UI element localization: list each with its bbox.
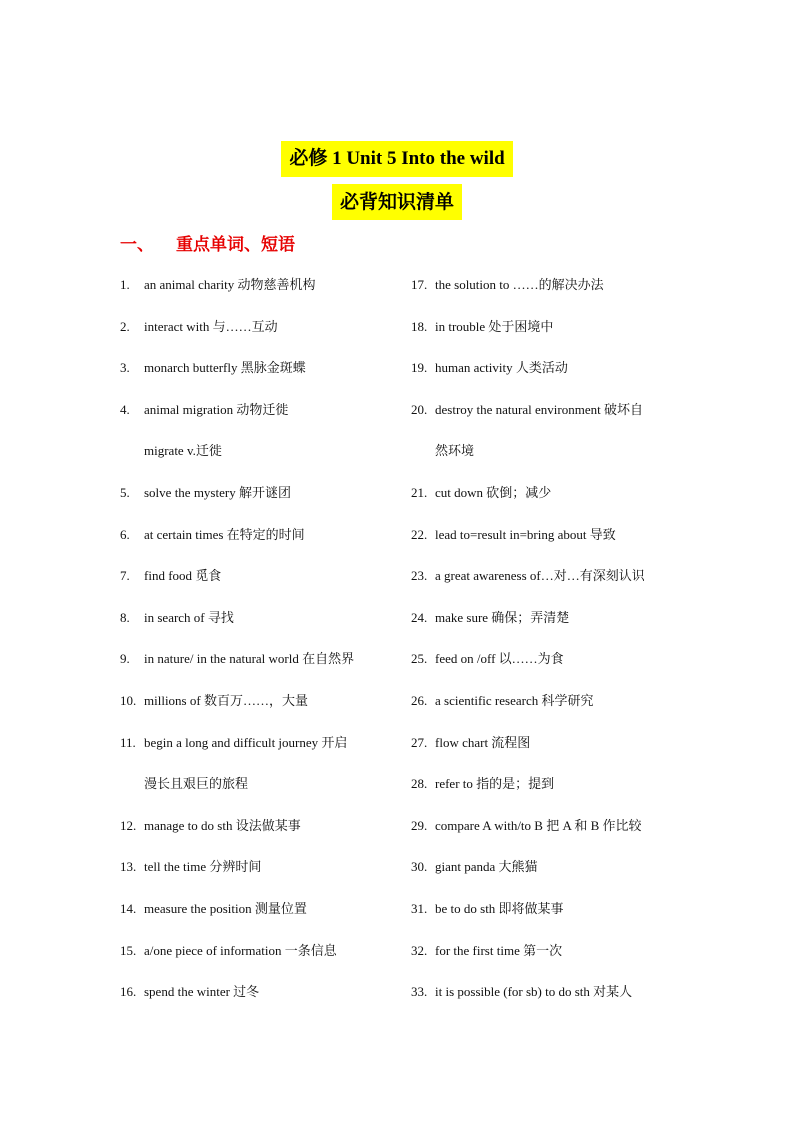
vocab-item	[120, 397, 410, 439]
vocab-item-text: manage to do sth 设法做某事	[144, 817, 301, 833]
vocab-item-text: animal migration 动物迁徙	[144, 401, 289, 417]
vocab-item	[411, 355, 711, 397]
vocab-item	[411, 646, 711, 688]
vocab-item-number: 5.	[120, 484, 130, 500]
vocab-item	[120, 563, 410, 605]
title-line-1-wrap	[0, 141, 794, 177]
vocab-item-text: giant panda 大熊猫	[435, 859, 538, 875]
title-line-2-wrap	[0, 184, 794, 220]
vocab-item	[120, 438, 410, 480]
vocab-item	[411, 314, 711, 356]
vocab-item-number: 22.	[411, 526, 428, 542]
vocab-item-number: 13.	[120, 859, 137, 875]
vocab-item-text: compare A with/to B 把 A 和 B 作比较	[435, 817, 642, 833]
vocab-item-text: measure the position 测量位置	[144, 900, 307, 916]
vocab-item-text: monarch butterfly 黑脉金斑蝶	[144, 360, 306, 376]
vocab-item-text: make sure 确保；弄清楚	[435, 609, 570, 625]
vocab-item	[120, 355, 410, 397]
vocab-item-number: 12.	[120, 817, 137, 833]
vocab-item-number: 28.	[411, 776, 428, 792]
vocab-item	[120, 605, 410, 647]
vocab-item-number: 31.	[411, 900, 428, 916]
vocab-item-text: an animal charity 动物慈善机构	[144, 277, 316, 292]
vocab-item-text: flow chart 流程图	[435, 734, 531, 750]
section-number: 一、	[120, 235, 154, 255]
vocab-item	[120, 480, 410, 522]
vocab-item-number: 23.	[411, 568, 428, 584]
vocab-item-text: interact with 与……互动	[144, 318, 278, 334]
vocab-item	[411, 688, 711, 730]
vocab-item	[411, 438, 711, 480]
vocab-item-number: 24.	[411, 609, 428, 625]
vocab-item	[120, 854, 410, 896]
vocab-item-text: tell the time 分辨时间	[144, 859, 262, 875]
vocab-item-number: 3.	[120, 360, 130, 376]
vocab-item-number: 27.	[411, 734, 428, 750]
vocab-item-number: 33.	[411, 984, 428, 1000]
vocab-item-text: in nature/ in the natural world 在自然界	[144, 651, 355, 667]
vocab-item-text: the solution to ……的解决办法	[435, 277, 604, 292]
vocab-item-text: for the first time 第一次	[435, 942, 563, 958]
vocab-item-number: 16.	[120, 984, 137, 1000]
vocab-item-text: spend the winter 过冬	[144, 984, 260, 1000]
vocab-item-number: 25.	[411, 651, 428, 667]
vocab-item	[120, 938, 410, 980]
vocab-item-number: 14.	[120, 900, 137, 916]
vocab-item	[120, 730, 410, 772]
vocab-item-number: 9.	[120, 651, 130, 667]
vocab-item-number: 26.	[411, 692, 428, 708]
vocab-item	[120, 688, 410, 730]
vocab-item-number: 2.	[120, 318, 130, 334]
vocab-item	[120, 813, 410, 855]
vocab-item-text: at certain times 在特定的时间	[144, 526, 305, 542]
vocab-item	[120, 272, 410, 314]
vocab-item	[411, 730, 711, 772]
vocab-item-text: destroy the natural environment 破坏自	[435, 401, 643, 417]
vocab-item-number: 10.	[120, 692, 137, 708]
vocab-item-number: 29.	[411, 817, 428, 833]
vocab-item-text: lead to=result in=bring about 导致	[435, 526, 616, 542]
vocab-item	[411, 522, 711, 564]
vocab-item-number: 7.	[120, 568, 130, 584]
document-title: 必修 1 Unit 5 Into the wild	[281, 141, 512, 177]
vocab-item-number: 1.	[120, 277, 130, 292]
vocab-item-text: it is possible (for sb) to do sth 对某人	[435, 984, 633, 1000]
vocab-item-text: in trouble 处于困境中	[435, 318, 554, 334]
vocab-list-right	[411, 272, 711, 1021]
vocab-item-text: a great awareness of…对…有深刻认识	[435, 568, 645, 584]
vocab-item	[120, 522, 410, 564]
vocab-item-number: 32.	[411, 942, 428, 958]
section-heading	[120, 230, 295, 255]
vocab-item	[120, 314, 410, 356]
vocab-item-text: be to do sth 即将做某事	[435, 900, 564, 916]
vocab-item-number: 8.	[120, 609, 130, 625]
vocab-item-text: in search of 寻找	[144, 609, 234, 625]
section-title: 重点单词、短语	[176, 235, 295, 255]
vocab-item-text: solve the mystery 解开谜团	[144, 484, 291, 500]
vocab-item-number: 18.	[411, 318, 428, 334]
vocab-item	[120, 771, 410, 813]
vocab-item	[411, 563, 711, 605]
vocab-item-number: 4.	[120, 401, 130, 417]
vocab-item-number: 17.	[411, 277, 428, 292]
vocab-item	[411, 480, 711, 522]
vocab-item	[411, 605, 711, 647]
vocab-item-text: migrate v.迁徙	[144, 443, 222, 459]
vocab-item-text: millions of 数百万……，大量	[144, 692, 308, 708]
vocab-list-left	[120, 272, 410, 1021]
vocab-item	[411, 938, 711, 980]
vocab-item	[411, 272, 711, 314]
document-subtitle: 必背知识清单	[332, 184, 462, 220]
vocab-item-number: 19.	[411, 360, 428, 376]
vocab-item-text: 然环境	[435, 443, 475, 459]
vocab-item	[411, 771, 711, 813]
vocab-item-number: 30.	[411, 859, 428, 875]
vocab-item	[411, 397, 711, 439]
vocab-item-number: 20.	[411, 401, 428, 417]
vocab-item-text: 漫长且艰巨的旅程	[144, 776, 249, 792]
vocab-item-text: begin a long and difficult journey 开启	[144, 734, 348, 750]
vocab-item-number: 11.	[120, 734, 136, 750]
vocab-item	[120, 646, 410, 688]
vocab-item	[411, 854, 711, 896]
vocab-item-text: find food 觅食	[144, 568, 222, 584]
vocab-item-text: refer to 指的是；提到	[435, 776, 555, 792]
vocab-item-text: a scientific research 科学研究	[435, 692, 594, 708]
vocab-item	[411, 813, 711, 855]
vocab-item-number: 15.	[120, 942, 137, 958]
vocab-item-text: feed on /off 以……为食	[435, 651, 564, 667]
vocab-item-number: 21.	[411, 484, 428, 500]
vocab-item	[411, 979, 711, 1021]
vocab-item-text: cut down 砍倒；减少	[435, 484, 552, 500]
vocab-item-text: human activity 人类活动	[435, 360, 568, 376]
vocab-item-number: 6.	[120, 526, 130, 542]
vocab-item-text: a/one piece of information 一条信息	[144, 942, 337, 958]
vocab-item	[411, 896, 711, 938]
vocab-item	[120, 896, 410, 938]
vocab-item	[120, 979, 410, 1021]
